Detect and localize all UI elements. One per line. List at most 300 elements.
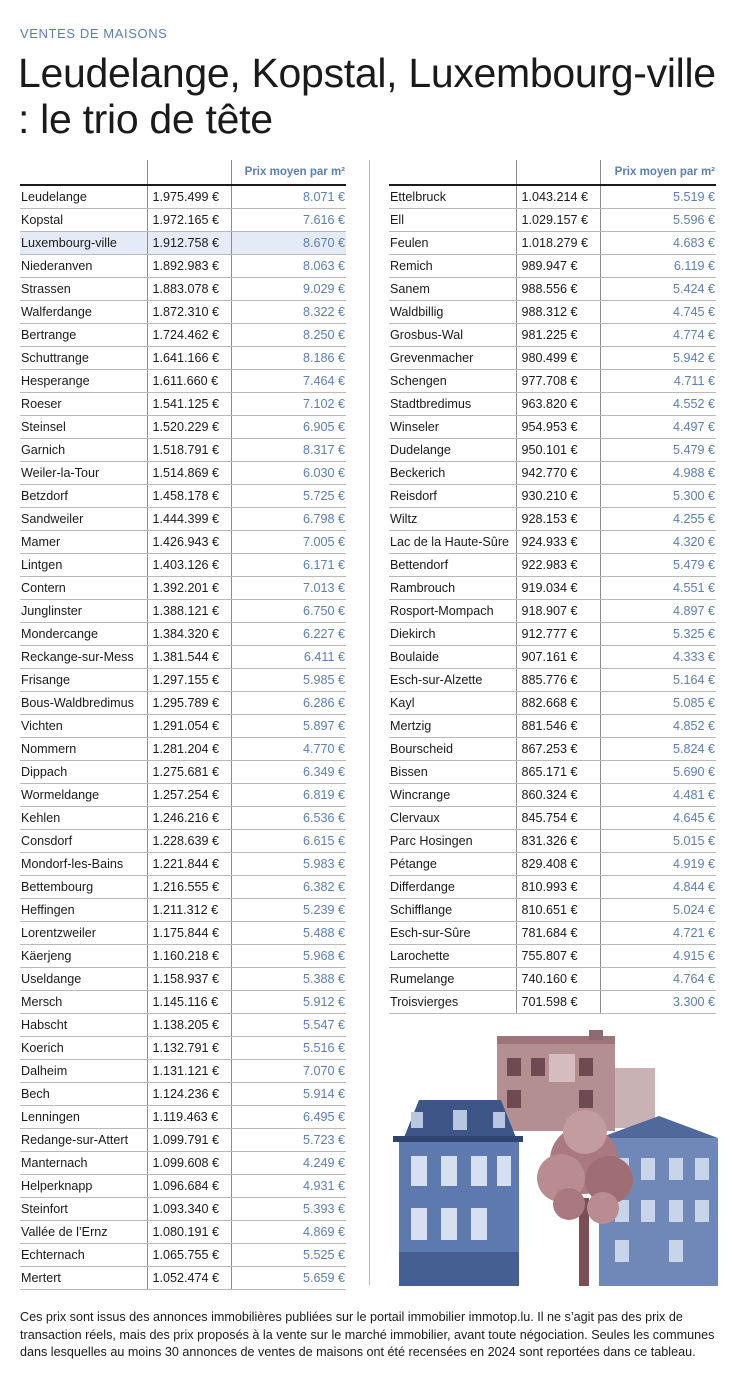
price-m2-cell: 6.905 € (231, 416, 346, 439)
price-cell: 1.295.789 € (147, 692, 231, 715)
commune-cell: Stadtbredimus (389, 393, 516, 416)
header-price (516, 160, 600, 185)
table-row (20, 554, 346, 577)
commune-cell: Vichten (20, 715, 147, 738)
commune-cell: Larochette (389, 945, 516, 968)
table-row (20, 761, 346, 784)
price-m2-cell: 4.320 € (600, 531, 716, 554)
header-price-m2: Prix moyen par m² (600, 160, 716, 185)
commune-cell: Boulaide (389, 646, 516, 669)
table-row (20, 623, 346, 646)
commune-cell: Contern (20, 577, 147, 600)
table-row (20, 945, 346, 968)
table-row (389, 416, 716, 439)
price-cell: 1.131.121 € (147, 1060, 231, 1083)
table-row (20, 301, 346, 324)
header-price-m2: Prix moyen par m² (231, 160, 346, 185)
price-cell: 1.872.310 € (147, 301, 231, 324)
price-cell: 1.520.229 € (147, 416, 231, 439)
commune-cell: Grevenmacher (389, 347, 516, 370)
price-cell: 1.641.166 € (147, 347, 231, 370)
commune-cell: Lenningen (20, 1106, 147, 1129)
price-cell: 1.392.201 € (147, 577, 231, 600)
table-row (20, 416, 346, 439)
commune-cell: Consdorf (20, 830, 147, 853)
price-cell: 907.161 € (516, 646, 600, 669)
commune-cell: Bech (20, 1083, 147, 1106)
price-m2-cell: 6.495 € (231, 1106, 346, 1129)
table-row (389, 600, 716, 623)
price-m2-cell: 5.488 € (231, 922, 346, 945)
price-cell: 977.708 € (516, 370, 600, 393)
commune-cell: Rambrouch (389, 577, 516, 600)
table-row (20, 462, 346, 485)
commune-cell: Roeser (20, 393, 147, 416)
commune-cell: Sandweiler (20, 508, 147, 531)
commune-cell: Dudelange (389, 439, 516, 462)
table-row (20, 991, 346, 1014)
table-row (389, 508, 716, 531)
price-m2-cell: 4.915 € (600, 945, 716, 968)
price-cell: 845.754 € (516, 807, 600, 830)
price-table-left (20, 160, 346, 1290)
commune-cell: Esch-sur-Sûre (389, 922, 516, 945)
price-cell: 1.160.218 € (147, 945, 231, 968)
price-m2-cell: 4.764 € (600, 968, 716, 991)
price-m2-cell: 5.942 € (600, 347, 716, 370)
header-price (147, 160, 231, 185)
commune-cell: Esch-sur-Alzette (389, 669, 516, 692)
table-row (389, 784, 716, 807)
commune-cell: Koerich (20, 1037, 147, 1060)
table-row (389, 185, 716, 209)
commune-cell: Steinsel (20, 416, 147, 439)
table-row (389, 646, 716, 669)
table-row (20, 485, 346, 508)
table-row (20, 876, 346, 899)
price-m2-cell: 5.897 € (231, 715, 346, 738)
price-cell: 963.820 € (516, 393, 600, 416)
price-cell: 1.541.125 € (147, 393, 231, 416)
commune-cell: Schengen (389, 370, 516, 393)
table-row (20, 669, 346, 692)
table-row (20, 853, 346, 876)
price-m2-cell: 5.547 € (231, 1014, 346, 1037)
price-cell: 1.381.544 € (147, 646, 231, 669)
price-cell: 950.101 € (516, 439, 600, 462)
price-m2-cell: 4.919 € (600, 853, 716, 876)
table-row (389, 255, 716, 278)
table-header-row (20, 160, 346, 185)
commune-cell: Waldbillig (389, 301, 516, 324)
price-cell: 867.253 € (516, 738, 600, 761)
price-m2-cell: 6.411 € (231, 646, 346, 669)
price-cell: 810.651 € (516, 899, 600, 922)
price-table-right (389, 160, 716, 1014)
price-cell: 1.099.791 € (147, 1129, 231, 1152)
commune-cell: Wiltz (389, 508, 516, 531)
price-cell: 980.499 € (516, 347, 600, 370)
table-row (20, 439, 346, 462)
price-m2-cell: 5.824 € (600, 738, 716, 761)
price-m2-cell: 6.171 € (231, 554, 346, 577)
price-m2-cell: 6.349 € (231, 761, 346, 784)
table-row (20, 1037, 346, 1060)
table-row (389, 738, 716, 761)
price-cell: 988.556 € (516, 278, 600, 301)
price-cell: 1.158.937 € (147, 968, 231, 991)
table-row (20, 393, 346, 416)
price-m2-cell: 7.464 € (231, 370, 346, 393)
price-m2-cell: 4.852 € (600, 715, 716, 738)
commune-cell: Lorentzweiler (20, 922, 147, 945)
table-row (389, 278, 716, 301)
price-cell: 1.145.116 € (147, 991, 231, 1014)
price-m2-cell: 7.013 € (231, 577, 346, 600)
price-cell: 1.138.205 € (147, 1014, 231, 1037)
price-cell: 1.611.660 € (147, 370, 231, 393)
price-m2-cell: 6.286 € (231, 692, 346, 715)
price-m2-cell: 4.481 € (600, 784, 716, 807)
price-cell: 1.211.312 € (147, 899, 231, 922)
table-row (389, 922, 716, 945)
table-row (389, 830, 716, 853)
commune-cell: Luxembourg-ville (20, 232, 147, 255)
commune-cell: Redange-sur-Attert (20, 1129, 147, 1152)
price-m2-cell: 5.725 € (231, 485, 346, 508)
commune-cell: Bissen (389, 761, 516, 784)
price-cell: 1.514.869 € (147, 462, 231, 485)
price-m2-cell: 4.988 € (600, 462, 716, 485)
price-cell: 740.160 € (516, 968, 600, 991)
price-m2-cell: 9.029 € (231, 278, 346, 301)
table-row (389, 669, 716, 692)
price-m2-cell: 4.497 € (600, 416, 716, 439)
price-cell: 1.119.463 € (147, 1106, 231, 1129)
price-cell: 860.324 € (516, 784, 600, 807)
column-divider (369, 160, 370, 1285)
price-cell: 1.124.236 € (147, 1083, 231, 1106)
table-row (20, 1175, 346, 1198)
commune-cell: Wormeldange (20, 784, 147, 807)
table-row (389, 876, 716, 899)
price-m2-cell: 4.844 € (600, 876, 716, 899)
commune-cell: Mondercange (20, 623, 147, 646)
price-m2-cell: 6.615 € (231, 830, 346, 853)
table-row (20, 185, 346, 209)
price-cell: 1.892.983 € (147, 255, 231, 278)
price-m2-cell: 5.085 € (600, 692, 716, 715)
commune-cell: Mondorf-les-Bains (20, 853, 147, 876)
price-m2-cell: 4.552 € (600, 393, 716, 416)
price-m2-cell: 4.683 € (600, 232, 716, 255)
commune-cell: Helperknapp (20, 1175, 147, 1198)
table-row (389, 209, 716, 232)
price-cell: 1.912.758 € (147, 232, 231, 255)
table-row (20, 1152, 346, 1175)
table-row (20, 600, 346, 623)
commune-cell: Ettelbruck (389, 185, 516, 209)
price-m2-cell: 5.596 € (600, 209, 716, 232)
commune-cell: Schuttrange (20, 347, 147, 370)
commune-cell: Diekirch (389, 623, 516, 646)
commune-cell: Mertzig (389, 715, 516, 738)
price-cell: 1.221.844 € (147, 853, 231, 876)
price-cell: 1.093.340 € (147, 1198, 231, 1221)
table-row (389, 439, 716, 462)
price-cell: 781.684 € (516, 922, 600, 945)
table-row (20, 692, 346, 715)
price-m2-cell: 8.322 € (231, 301, 346, 324)
commune-cell: Junglinster (20, 600, 147, 623)
table-row (389, 462, 716, 485)
price-m2-cell: 5.239 € (231, 899, 346, 922)
header-commune (389, 160, 516, 185)
table-row (20, 922, 346, 945)
price-m2-cell: 5.479 € (600, 439, 716, 462)
price-cell: 981.225 € (516, 324, 600, 347)
table-row (389, 692, 716, 715)
price-m2-cell: 5.024 € (600, 899, 716, 922)
houses-illustration (389, 1028, 718, 1286)
price-cell: 1.018.279 € (516, 232, 600, 255)
table-row (20, 1014, 346, 1037)
price-cell: 1.291.054 € (147, 715, 231, 738)
header-commune (20, 160, 147, 185)
commune-cell: Habscht (20, 1014, 147, 1037)
price-m2-cell: 8.317 € (231, 439, 346, 462)
table-row (389, 623, 716, 646)
price-m2-cell: 4.721 € (600, 922, 716, 945)
page-title: Leudelange, Kopstal, Luxembourg-ville : le trio de tête (18, 50, 716, 142)
price-m2-cell: 5.659 € (231, 1267, 346, 1290)
price-cell: 1.403.126 € (147, 554, 231, 577)
table-row (20, 1267, 346, 1290)
price-cell: 701.598 € (516, 991, 600, 1014)
price-cell: 942.770 € (516, 462, 600, 485)
price-m2-cell: 5.690 € (600, 761, 716, 784)
commune-cell: Steinfort (20, 1198, 147, 1221)
villa-left (393, 1100, 523, 1286)
table-row (20, 278, 346, 301)
price-m2-cell: 7.005 € (231, 531, 346, 554)
commune-cell: Heffingen (20, 899, 147, 922)
commune-cell: Leudelange (20, 185, 147, 209)
table-row (389, 853, 716, 876)
commune-cell: Nommern (20, 738, 147, 761)
commune-cell: Differdange (389, 876, 516, 899)
table-row (20, 646, 346, 669)
price-m2-cell: 4.931 € (231, 1175, 346, 1198)
table-row (20, 830, 346, 853)
price-m2-cell: 6.119 € (600, 255, 716, 278)
price-cell: 1.065.755 € (147, 1244, 231, 1267)
commune-cell: Hesperange (20, 370, 147, 393)
table-row (20, 899, 346, 922)
price-m2-cell: 5.983 € (231, 853, 346, 876)
commune-cell: Lac de la Haute-Sûre (389, 531, 516, 554)
table-row (20, 784, 346, 807)
price-m2-cell: 6.382 € (231, 876, 346, 899)
commune-cell: Manternach (20, 1152, 147, 1175)
commune-cell: Ell (389, 209, 516, 232)
price-m2-cell: 4.255 € (600, 508, 716, 531)
section-kicker: VENTES DE MAISONS (20, 26, 168, 41)
price-m2-cell: 5.519 € (600, 185, 716, 209)
price-cell: 829.408 € (516, 853, 600, 876)
commune-cell: Dippach (20, 761, 147, 784)
table-row (20, 1060, 346, 1083)
price-cell: 1.975.499 € (147, 185, 231, 209)
price-m2-cell: 4.551 € (600, 577, 716, 600)
price-m2-cell: 5.723 € (231, 1129, 346, 1152)
price-cell: 755.807 € (516, 945, 600, 968)
price-m2-cell: 8.071 € (231, 185, 346, 209)
price-m2-cell: 8.063 € (231, 255, 346, 278)
price-cell: 1.096.684 € (147, 1175, 231, 1198)
commune-cell: Bourscheid (389, 738, 516, 761)
price-m2-cell: 4.897 € (600, 600, 716, 623)
commune-cell: Bettembourg (20, 876, 147, 899)
price-cell: 1.724.462 € (147, 324, 231, 347)
price-cell: 882.668 € (516, 692, 600, 715)
price-cell: 928.153 € (516, 508, 600, 531)
price-cell: 930.210 € (516, 485, 600, 508)
table-row (20, 370, 346, 393)
table-row (20, 968, 346, 991)
table-row (20, 209, 346, 232)
commune-cell: Betzdorf (20, 485, 147, 508)
price-m2-cell: 4.770 € (231, 738, 346, 761)
table-row (389, 554, 716, 577)
price-m2-cell: 4.711 € (600, 370, 716, 393)
commune-cell: Strassen (20, 278, 147, 301)
price-cell: 1.518.791 € (147, 439, 231, 462)
price-cell: 1.080.191 € (147, 1221, 231, 1244)
price-cell: 810.993 € (516, 876, 600, 899)
table-row (389, 807, 716, 830)
price-m2-cell: 5.912 € (231, 991, 346, 1014)
price-cell: 1.883.078 € (147, 278, 231, 301)
commune-cell: Parc Hosingen (389, 830, 516, 853)
table-row (389, 370, 716, 393)
price-cell: 1.043.214 € (516, 185, 600, 209)
price-m2-cell: 5.300 € (600, 485, 716, 508)
price-cell: 922.983 € (516, 554, 600, 577)
commune-cell: Lintgen (20, 554, 147, 577)
price-m2-cell: 6.798 € (231, 508, 346, 531)
commune-cell: Rosport-Mompach (389, 600, 516, 623)
price-cell: 1.052.474 € (147, 1267, 231, 1290)
price-m2-cell: 4.774 € (600, 324, 716, 347)
commune-cell: Frisange (20, 669, 147, 692)
commune-cell: Käerjeng (20, 945, 147, 968)
commune-cell: Winseler (389, 416, 516, 439)
table-row (20, 255, 346, 278)
price-m2-cell: 7.070 € (231, 1060, 346, 1083)
table-row (20, 1244, 346, 1267)
commune-cell: Mertert (20, 1267, 147, 1290)
price-m2-cell: 5.985 € (231, 669, 346, 692)
commune-cell: Wincrange (389, 784, 516, 807)
commune-cell: Kopstal (20, 209, 147, 232)
price-cell: 1.099.608 € (147, 1152, 231, 1175)
price-cell: 1.972.165 € (147, 209, 231, 232)
price-cell: 918.907 € (516, 600, 600, 623)
price-cell: 1.297.155 € (147, 669, 231, 692)
table-row (389, 301, 716, 324)
commune-cell: Walferdange (20, 301, 147, 324)
price-m2-cell: 4.249 € (231, 1152, 346, 1175)
commune-cell: Reckange-sur-Mess (20, 646, 147, 669)
commune-cell: Mersch (20, 991, 147, 1014)
price-m2-cell: 6.227 € (231, 623, 346, 646)
commune-cell: Kayl (389, 692, 516, 715)
table-row (20, 715, 346, 738)
price-cell: 1.388.121 € (147, 600, 231, 623)
commune-cell: Bous-Waldbredimus (20, 692, 147, 715)
price-m2-cell: 6.536 € (231, 807, 346, 830)
price-cell: 989.947 € (516, 255, 600, 278)
price-cell: 1.458.178 € (147, 485, 231, 508)
commune-cell: Dalheim (20, 1060, 147, 1083)
price-cell: 1.175.844 € (147, 922, 231, 945)
table-row (389, 324, 716, 347)
price-cell: 1.132.791 € (147, 1037, 231, 1060)
table-row (20, 1129, 346, 1152)
commune-cell: Schifflange (389, 899, 516, 922)
table-row (20, 347, 346, 370)
table-row (389, 577, 716, 600)
table-row (20, 531, 346, 554)
table-row (20, 324, 346, 347)
commune-cell: Reisdorf (389, 485, 516, 508)
price-cell: 924.933 € (516, 531, 600, 554)
table-row (20, 1106, 346, 1129)
commune-cell: Bettendorf (389, 554, 516, 577)
price-m2-cell: 6.030 € (231, 462, 346, 485)
table-row (20, 807, 346, 830)
price-cell: 1.228.639 € (147, 830, 231, 853)
price-cell: 1.444.399 € (147, 508, 231, 531)
table-row (20, 1221, 346, 1244)
price-cell: 954.953 € (516, 416, 600, 439)
table-row (20, 738, 346, 761)
price-m2-cell: 8.250 € (231, 324, 346, 347)
houses-illustration-svg (389, 1028, 718, 1286)
price-m2-cell: 7.102 € (231, 393, 346, 416)
price-cell: 865.171 € (516, 761, 600, 784)
commune-cell: Bertrange (20, 324, 147, 347)
price-m2-cell: 7.616 € (231, 209, 346, 232)
commune-cell: Rumelange (389, 968, 516, 991)
price-m2-cell: 5.914 € (231, 1083, 346, 1106)
commune-cell: Vallée de l’Ernz (20, 1221, 147, 1244)
commune-cell: Weiler-la-Tour (20, 462, 147, 485)
table-row (389, 485, 716, 508)
commune-cell: Kehlen (20, 807, 147, 830)
table-row (389, 393, 716, 416)
commune-cell: Feulen (389, 232, 516, 255)
commune-cell: Grosbus-Wal (389, 324, 516, 347)
commune-cell: Sanem (389, 278, 516, 301)
price-m2-cell: 4.645 € (600, 807, 716, 830)
price-cell: 1.426.943 € (147, 531, 231, 554)
price-m2-cell: 4.745 € (600, 301, 716, 324)
price-cell: 831.326 € (516, 830, 600, 853)
price-cell: 919.034 € (516, 577, 600, 600)
price-cell: 885.776 € (516, 669, 600, 692)
